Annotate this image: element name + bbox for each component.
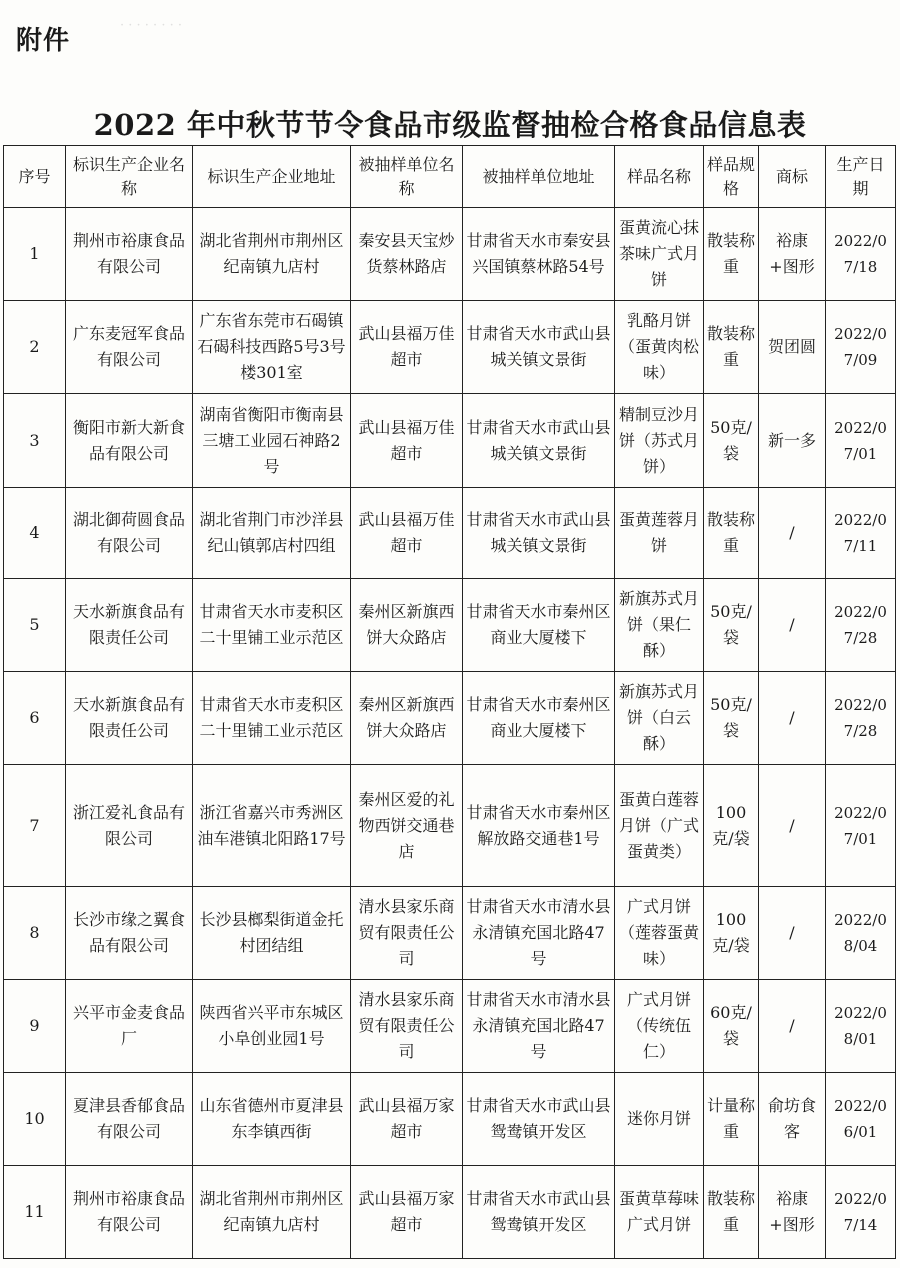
table-row: [4, 208, 896, 301]
table-row: [4, 980, 896, 1073]
cell-spec: 50克/袋: [704, 394, 759, 488]
cell-producer-address: 甘肃省天水市麦积区二十里铺工业示范区: [193, 672, 351, 765]
page-title: 2022 年中秋节节令食品市级监督抽检合格食品信息表: [93, 108, 807, 142]
cell-sampled-address: 甘肃省天水市秦州区商业大厦楼下: [463, 672, 615, 765]
cell-sampled-unit: 秦州区爱的礼物西饼交通巷店: [351, 765, 463, 887]
cell-index: 6: [4, 672, 66, 765]
cell-production-date: 2022/08/04: [826, 887, 896, 980]
cell-sampled-address: 甘肃省天水市武山县鸳鸯镇开发区: [463, 1073, 615, 1166]
cell-trademark: 新一多: [759, 394, 826, 488]
cell-sampled-address: 甘肃省天水市武山县城关镇文景街: [463, 488, 615, 579]
cell-trademark: 裕康+图形: [759, 1166, 826, 1259]
cell-producer-address: 湖北省荆州市荆州区纪南镇九店村: [193, 1166, 351, 1259]
cell-trademark: /: [759, 579, 826, 672]
header-sampled-address: 被抽样单位地址: [463, 146, 615, 208]
cell-producer-name: 夏津县香郁食品有限公司: [66, 1073, 193, 1166]
cell-sampled-unit: 武山县福万佳超市: [351, 301, 463, 394]
cell-trademark: /: [759, 980, 826, 1073]
cell-producer-name: 荆州市裕康食品有限公司: [66, 1166, 193, 1259]
cell-producer-name: 荆州市裕康食品有限公司: [66, 208, 193, 301]
cell-spec: 100克/袋: [704, 765, 759, 887]
table-row: [4, 887, 896, 980]
cell-spec: 50克/袋: [704, 672, 759, 765]
cell-producer-address: 浙江省嘉兴市秀洲区油车港镇北阳路17号: [193, 765, 351, 887]
cell-producer-address: 甘肃省天水市麦积区二十里铺工业示范区: [193, 579, 351, 672]
cell-index: 5: [4, 579, 66, 672]
cell-sample-name: 蛋黄莲蓉月饼: [615, 488, 704, 579]
cell-trademark: 俞坊食客: [759, 1073, 826, 1166]
cell-sampled-unit: 武山县福万家超市: [351, 1073, 463, 1166]
cell-sampled-unit: 武山县福万佳超市: [351, 488, 463, 579]
cell-spec: 散装称重: [704, 488, 759, 579]
table-row: [4, 488, 896, 579]
cell-production-date: 2022/06/01: [826, 1073, 896, 1166]
cell-sampled-unit: 秦安县天宝炒货蔡林路店: [351, 208, 463, 301]
header-sample-name: 样品名称: [615, 146, 704, 208]
cell-producer-name: 浙江爱礼食品有限公司: [66, 765, 193, 887]
cell-sampled-address: 甘肃省天水市秦安县兴国镇蔡林路54号: [463, 208, 615, 301]
table-row: [4, 394, 896, 488]
cell-producer-address: 长沙县榔梨街道金托村团结组: [193, 887, 351, 980]
cell-production-date: 2022/07/14: [826, 1166, 896, 1259]
header-trademark: 商标: [759, 146, 826, 208]
cell-spec: 计量称重: [704, 1073, 759, 1166]
cell-sampled-address: 甘肃省天水市清水县永清镇充国北路47号: [463, 887, 615, 980]
cell-producer-name: 天水新旗食品有限责任公司: [66, 579, 193, 672]
cell-index: 1: [4, 208, 66, 301]
cell-sample-name: 蛋黄草莓味广式月饼: [615, 1166, 704, 1259]
cell-index: 8: [4, 887, 66, 980]
cell-sampled-address: 甘肃省天水市武山县城关镇文景街: [463, 301, 615, 394]
attachment-label: 附件: [16, 26, 71, 56]
cell-production-date: 2022/07/11: [826, 488, 896, 579]
cell-trademark: /: [759, 887, 826, 980]
cell-spec: 散装称重: [704, 301, 759, 394]
table-header-row: [4, 146, 896, 208]
cell-producer-name: 湖北御荷圆食品有限公司: [66, 488, 193, 579]
cell-sampled-address: 甘肃省天水市秦州区商业大厦楼下: [463, 579, 615, 672]
cell-spec: 散装称重: [704, 208, 759, 301]
header-producer-address: 标识生产企业地址: [193, 146, 351, 208]
cell-production-date: 2022/08/01: [826, 980, 896, 1073]
cell-producer-address: 陕西省兴平市东城区小阜创业园1号: [193, 980, 351, 1073]
cell-production-date: 2022/07/28: [826, 672, 896, 765]
table-row: [4, 1166, 896, 1259]
header-spec: 样品规格: [704, 146, 759, 208]
cell-production-date: 2022/07/28: [826, 579, 896, 672]
cell-index: 11: [4, 1166, 66, 1259]
cell-sampled-address: 甘肃省天水市武山县鸳鸯镇开发区: [463, 1166, 615, 1259]
cell-sampled-unit: 秦州区新旗西饼大众路店: [351, 672, 463, 765]
cell-index: 7: [4, 765, 66, 887]
cell-producer-name: 兴平市金麦食品厂: [66, 980, 193, 1073]
cell-producer-name: 衡阳市新大新食品有限公司: [66, 394, 193, 488]
cell-production-date: 2022/07/01: [826, 394, 896, 488]
cell-index: 2: [4, 301, 66, 394]
cell-producer-name: 广东麦冠军食品有限公司: [66, 301, 193, 394]
cell-producer-name: 长沙市缘之翼食品有限公司: [66, 887, 193, 980]
cell-sample-name: 蛋黄白莲蓉月饼（广式蛋黄类）: [615, 765, 704, 887]
cell-index: 3: [4, 394, 66, 488]
cell-sample-name: 蛋黄流心抹茶味广式月饼: [615, 208, 704, 301]
cell-sample-name: 广式月饼（莲蓉蛋黄味）: [615, 887, 704, 980]
cell-sample-name: 精制豆沙月饼（苏式月饼）: [615, 394, 704, 488]
cell-producer-address: 广东省东莞市石碣镇石碣科技西路5号3号楼301室: [193, 301, 351, 394]
cell-producer-address: 湖北省荆门市沙洋县纪山镇郭店村四组: [193, 488, 351, 579]
cell-sampled-address: 甘肃省天水市武山县城关镇文景街: [463, 394, 615, 488]
cell-sample-name: 新旗苏式月饼（果仁酥）: [615, 579, 704, 672]
cell-production-date: 2022/07/09: [826, 301, 896, 394]
cell-trademark: /: [759, 488, 826, 579]
cell-sampled-address: 甘肃省天水市秦州区解放路交通巷1号: [463, 765, 615, 887]
table-row: [4, 301, 896, 394]
cell-trademark: /: [759, 672, 826, 765]
cell-sample-name: 广式月饼（传统伍仁）: [615, 980, 704, 1073]
cell-spec: 50克/袋: [704, 579, 759, 672]
header-production-date: 生产日期: [826, 146, 896, 208]
cell-spec: 60克/袋: [704, 980, 759, 1073]
cell-sampled-unit: 秦州区新旗西饼大众路店: [351, 579, 463, 672]
cell-producer-name: 天水新旗食品有限责任公司: [66, 672, 193, 765]
cell-sampled-unit: 清水县家乐商贸有限责任公司: [351, 887, 463, 980]
bleed-through-text: · · · · · · · ·: [120, 18, 182, 33]
inspection-table: [3, 145, 896, 1259]
cell-trademark: /: [759, 765, 826, 887]
cell-sampled-unit: 武山县福万佳超市: [351, 394, 463, 488]
cell-index: 9: [4, 980, 66, 1073]
table-row: [4, 672, 896, 765]
cell-sampled-address: 甘肃省天水市清水县永清镇充国北路47号: [463, 980, 615, 1073]
table-row: [4, 579, 896, 672]
cell-sample-name: 迷你月饼: [615, 1073, 704, 1166]
cell-sample-name: 新旗苏式月饼（白云酥）: [615, 672, 704, 765]
cell-sample-name: 乳酪月饼（蛋黄肉松味）: [615, 301, 704, 394]
table-row: [4, 765, 896, 887]
cell-production-date: 2022/07/18: [826, 208, 896, 301]
cell-producer-address: 湖北省荆州市荆州区纪南镇九店村: [193, 208, 351, 301]
cell-sampled-unit: 武山县福万家超市: [351, 1166, 463, 1259]
cell-trademark: 贺团圆: [759, 301, 826, 394]
header-sampled-unit: 被抽样单位名称: [351, 146, 463, 208]
cell-producer-address: 湖南省衡阳市衡南县三塘工业园石神路2号: [193, 394, 351, 488]
cell-trademark: 裕康+图形: [759, 208, 826, 301]
header-producer-name: 标识生产企业名称: [66, 146, 193, 208]
header-index: 序号: [4, 146, 66, 208]
table-row: [4, 1073, 896, 1166]
cell-sampled-unit: 清水县家乐商贸有限责任公司: [351, 980, 463, 1073]
cell-index: 4: [4, 488, 66, 579]
cell-producer-address: 山东省德州市夏津县东李镇西街: [193, 1073, 351, 1166]
cell-spec: 散装称重: [704, 1166, 759, 1259]
cell-index: 10: [4, 1073, 66, 1166]
cell-production-date: 2022/07/01: [826, 765, 896, 887]
cell-spec: 100克/袋: [704, 887, 759, 980]
